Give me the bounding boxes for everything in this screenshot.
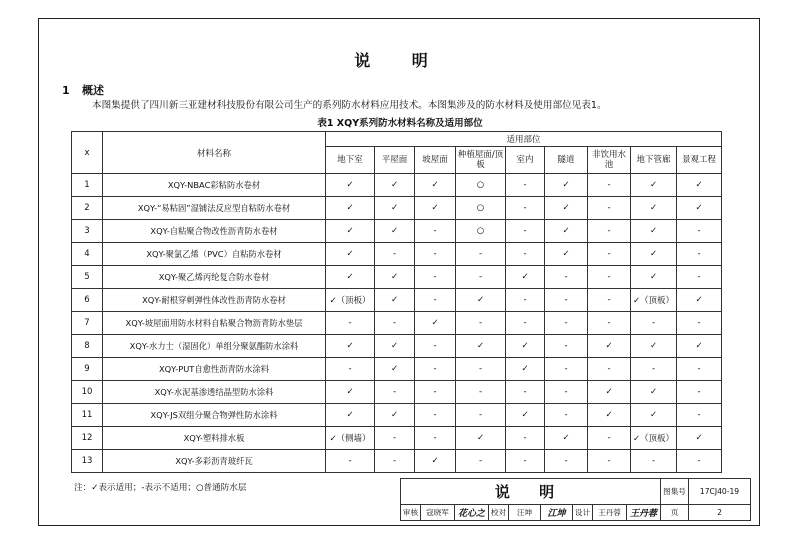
applicability-cell: ✓（侧墙） — [326, 427, 375, 450]
applicability-cell: - — [506, 243, 545, 266]
applicability-cell: ✓ — [415, 174, 456, 197]
applicability-cell: ✓ — [506, 404, 545, 427]
applicability-cell: ✓ — [326, 174, 375, 197]
applicability-cell: ✓ — [677, 335, 722, 358]
material-name: XQY-水泥基渗透结晶型防水涂料 — [103, 381, 326, 404]
applicability-cell: - — [326, 450, 375, 473]
table-row — [72, 197, 722, 220]
applicability-cell: - — [375, 312, 415, 335]
applicability-cell: - — [456, 358, 506, 381]
material-name: XQY-多彩沥青玻纤瓦 — [103, 450, 326, 473]
applicability-cell: - — [545, 266, 588, 289]
applicability-cell: ✓ — [631, 220, 677, 243]
applicability-cell: - — [677, 220, 722, 243]
applicability-cell: ✓ — [375, 174, 415, 197]
material-name: XQY-塑料排水板 — [103, 427, 326, 450]
section-heading — [62, 82, 104, 98]
column-header-part: 地下管廊 — [631, 147, 677, 174]
applicability-cell: ✓ — [506, 335, 545, 358]
applicability-cell: - — [506, 312, 545, 335]
applicability-cell: - — [588, 312, 631, 335]
applicability-cell: ✓ — [545, 174, 588, 197]
designer-name: 王丹蓉 — [593, 505, 627, 521]
applicability-cell: ✓ — [588, 404, 631, 427]
designer-signature: 王丹蓉 — [627, 505, 661, 521]
applicability-cell: - — [677, 266, 722, 289]
section-number: 1 — [62, 84, 70, 97]
column-header-x: x — [72, 132, 103, 174]
table-row — [72, 243, 722, 266]
applicability-cell: ○ — [456, 197, 506, 220]
applicability-cell: ✓ — [456, 289, 506, 312]
applicability-cell: - — [588, 450, 631, 473]
table-row — [72, 266, 722, 289]
materials-table — [71, 131, 722, 473]
applicability-cell: ✓ — [631, 381, 677, 404]
applicability-cell: ✓ — [375, 266, 415, 289]
column-header-part: 种植屋面/顶板 — [456, 147, 506, 174]
material-name: XQY-自粘聚合物改性沥青防水卷材 — [103, 220, 326, 243]
table-caption: 表1 XQY系列防水材料名称及适用部位 — [317, 118, 483, 129]
check-label: 校对 — [489, 505, 509, 521]
applicability-cell: - — [506, 427, 545, 450]
row-number: 13 — [72, 450, 103, 473]
applicability-cell: ✓ — [375, 197, 415, 220]
applicability-cell: ✓ — [677, 197, 722, 220]
applicability-cell: ✓ — [415, 450, 456, 473]
table-row — [72, 335, 722, 358]
applicability-cell: ✓ — [545, 220, 588, 243]
row-number: 5 — [72, 266, 103, 289]
applicability-cell: - — [588, 197, 631, 220]
applicability-cell: ✓ — [631, 197, 677, 220]
applicability-cell: - — [631, 312, 677, 335]
title-block-name: 说 明 — [401, 479, 661, 505]
reviewer-name: 寇晓军 — [421, 505, 455, 521]
checker-signature: 江坤 — [541, 505, 573, 521]
applicability-cell: ✓ — [631, 404, 677, 427]
applicability-cell: - — [415, 243, 456, 266]
table-row — [72, 404, 722, 427]
applicability-cell: ✓ — [631, 335, 677, 358]
applicability-cell: - — [545, 358, 588, 381]
applicability-cell: - — [588, 174, 631, 197]
applicability-cell: - — [588, 220, 631, 243]
table-row — [72, 220, 722, 243]
applicability-cell: - — [375, 243, 415, 266]
applicability-cell: ✓ — [326, 266, 375, 289]
applicability-cell: ✓ — [375, 358, 415, 381]
applicability-cell: - — [415, 335, 456, 358]
applicability-cell: - — [545, 381, 588, 404]
applicability-cell: ✓ — [326, 381, 375, 404]
applicability-cell: - — [506, 450, 545, 473]
applicability-cell: - — [677, 312, 722, 335]
applicability-cell: ✓ — [375, 220, 415, 243]
applicability-cell: - — [415, 427, 456, 450]
applicability-cell: - — [545, 335, 588, 358]
applicability-cell: - — [588, 243, 631, 266]
applicability-cell: - — [677, 404, 722, 427]
intro-paragraph: 本图集提供了四川新三亚建材科技股份有限公司生产的系列防水材料应用技术。本图集涉及的防水材料及使用部位见表1。 — [92, 100, 607, 111]
applicability-cell: - — [415, 358, 456, 381]
applicability-cell: - — [677, 381, 722, 404]
row-number: 10 — [72, 381, 103, 404]
row-number: 7 — [72, 312, 103, 335]
column-group-header: 适用部位 — [326, 132, 722, 147]
column-header-part: 非饮用水池 — [588, 147, 631, 174]
applicability-cell: ✓（顶板） — [326, 289, 375, 312]
row-number: 4 — [72, 243, 103, 266]
applicability-cell: ✓ — [326, 404, 375, 427]
applicability-cell: ✓ — [326, 220, 375, 243]
applicability-cell: - — [506, 174, 545, 197]
section-title: 概述 — [82, 84, 104, 97]
column-header-part: 景观工程 — [677, 147, 722, 174]
applicability-cell: - — [588, 358, 631, 381]
table-row — [72, 381, 722, 404]
applicability-cell: ✓ — [545, 197, 588, 220]
applicability-cell: - — [677, 450, 722, 473]
title-block — [400, 478, 751, 521]
design-label: 设计 — [573, 505, 593, 521]
applicability-cell: ✓ — [326, 243, 375, 266]
row-number: 6 — [72, 289, 103, 312]
applicability-cell: ✓ — [326, 197, 375, 220]
applicability-cell: ✓ — [677, 427, 722, 450]
table-row — [72, 289, 722, 312]
material-name: XQY-JS双组分聚合物弹性防水涂料 — [103, 404, 326, 427]
material-name: XQY-聚氯乙烯（PVC）自粘防水卷材 — [103, 243, 326, 266]
page-title: 说 明 — [354, 51, 446, 70]
applicability-cell: ✓ — [375, 335, 415, 358]
applicability-cell: ✓ — [375, 404, 415, 427]
applicability-cell: - — [588, 289, 631, 312]
applicability-cell: - — [415, 289, 456, 312]
applicability-cell: ✓（顶板） — [631, 289, 677, 312]
reviewer-signature: 花心之 — [455, 505, 489, 521]
applicability-cell: - — [506, 220, 545, 243]
applicability-cell: ✓ — [588, 335, 631, 358]
applicability-cell: ✓ — [631, 174, 677, 197]
applicability-cell: ✓ — [415, 312, 456, 335]
material-name: XQY-PUT自愈性沥青防水涂料 — [103, 358, 326, 381]
material-name: XQY-NBAC彩粘防水卷材 — [103, 174, 326, 197]
applicability-cell: - — [326, 312, 375, 335]
atlas-number: 17CJ40-19 — [689, 479, 751, 505]
applicability-cell: - — [456, 243, 506, 266]
applicability-cell: ✓ — [545, 243, 588, 266]
applicability-cell: - — [456, 381, 506, 404]
legend-note: 注：✓表示适用；-表示不适用；○普通防水层 — [74, 483, 247, 493]
material-name: XQY-坡屋面用防水材料自粘聚合物沥青防水垫层 — [103, 312, 326, 335]
applicability-cell: ✓ — [456, 335, 506, 358]
applicability-cell: - — [545, 312, 588, 335]
applicability-cell: - — [375, 427, 415, 450]
checker-name: 汪坤 — [509, 505, 541, 521]
row-number: 8 — [72, 335, 103, 358]
material-name: XQY-聚乙烯丙纶复合防水卷材 — [103, 266, 326, 289]
review-label: 审核 — [401, 505, 421, 521]
column-header-part: 坡屋面 — [415, 147, 456, 174]
column-header-part: 平屋面 — [375, 147, 415, 174]
applicability-cell: ✓ — [375, 289, 415, 312]
applicability-cell: ✓ — [545, 427, 588, 450]
applicability-cell: - — [456, 312, 506, 335]
applicability-cell: ✓ — [631, 266, 677, 289]
applicability-cell: - — [677, 358, 722, 381]
material-name: XQY-“易粘固”湿铺法反应型自粘防水卷材 — [103, 197, 326, 220]
applicability-cell: - — [456, 450, 506, 473]
applicability-cell: - — [677, 243, 722, 266]
row-number: 3 — [72, 220, 103, 243]
applicability-cell: ✓（顶板） — [631, 427, 677, 450]
applicability-cell: - — [375, 381, 415, 404]
applicability-cell: - — [631, 358, 677, 381]
applicability-cell: - — [588, 427, 631, 450]
applicability-cell: ✓ — [415, 197, 456, 220]
column-header-part: 地下室 — [326, 147, 375, 174]
row-number: 12 — [72, 427, 103, 450]
material-name: XQY-耐根穿刺弹性体改性沥青防水卷材 — [103, 289, 326, 312]
applicability-cell: ✓ — [506, 266, 545, 289]
applicability-cell: - — [456, 266, 506, 289]
applicability-cell: - — [506, 289, 545, 312]
applicability-cell: - — [456, 404, 506, 427]
atlas-number-label: 图集号 — [661, 479, 689, 505]
applicability-cell: ✓ — [677, 289, 722, 312]
row-number: 9 — [72, 358, 103, 381]
row-number: 11 — [72, 404, 103, 427]
material-name: XQY-水力士（湿固化）单组分聚氨酯防水涂料 — [103, 335, 326, 358]
applicability-cell: - — [326, 358, 375, 381]
applicability-cell: - — [415, 266, 456, 289]
applicability-cell: ✓ — [506, 358, 545, 381]
applicability-cell: - — [588, 266, 631, 289]
table-row — [72, 450, 722, 473]
applicability-cell: ✓ — [631, 243, 677, 266]
column-header-part: 隧道 — [545, 147, 588, 174]
row-number: 1 — [72, 174, 103, 197]
applicability-cell: ○ — [456, 220, 506, 243]
table-row — [72, 427, 722, 450]
applicability-cell: - — [631, 450, 677, 473]
applicability-cell: - — [506, 381, 545, 404]
applicability-cell: - — [415, 404, 456, 427]
applicability-cell: - — [415, 381, 456, 404]
applicability-cell: - — [375, 450, 415, 473]
applicability-cell: ○ — [456, 174, 506, 197]
table-row — [72, 174, 722, 197]
applicability-cell: - — [415, 220, 456, 243]
applicability-cell: ✓ — [456, 427, 506, 450]
column-header-material-name: 材料名称 — [103, 132, 326, 174]
applicability-cell: - — [545, 289, 588, 312]
row-number: 2 — [72, 197, 103, 220]
applicability-cell: ✓ — [326, 335, 375, 358]
table-row — [72, 358, 722, 381]
applicability-cell: - — [545, 404, 588, 427]
table-row — [72, 312, 722, 335]
applicability-cell: ✓ — [588, 381, 631, 404]
applicability-cell: - — [545, 450, 588, 473]
applicability-cell: ✓ — [677, 174, 722, 197]
page-number: 2 — [689, 505, 751, 521]
applicability-cell: - — [506, 197, 545, 220]
column-header-part: 室内 — [506, 147, 545, 174]
page-label: 页 — [661, 505, 689, 521]
